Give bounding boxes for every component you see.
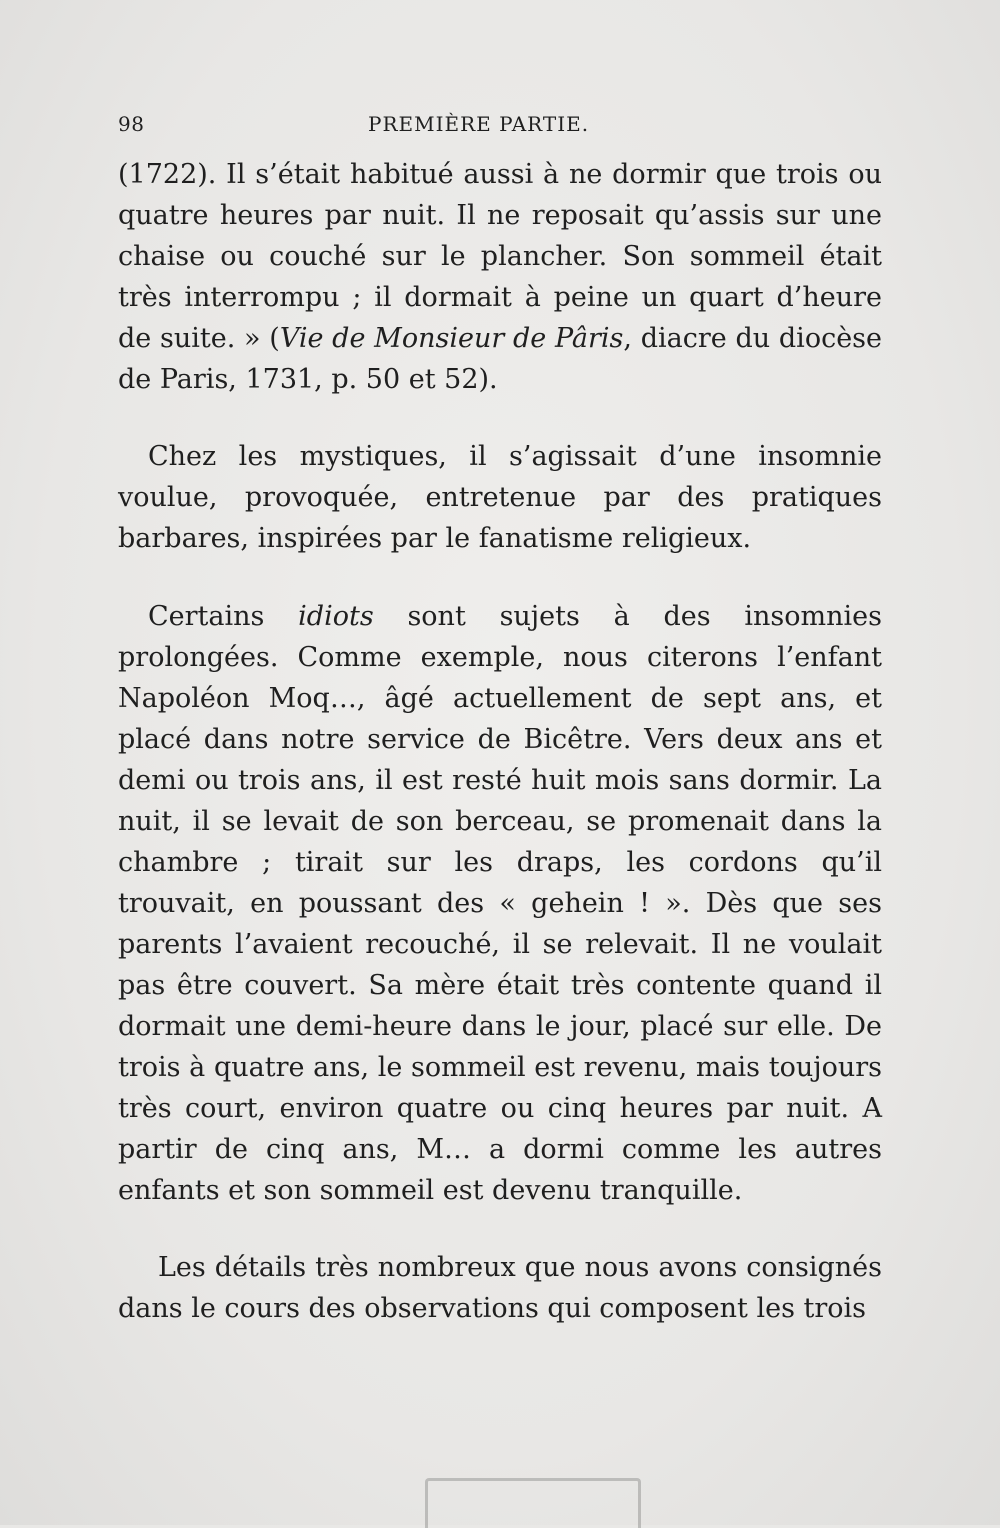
running-head: PREMIÈRE PARTIE. <box>368 112 590 136</box>
paragraph-2: Chez les mystiques, il s’agissait d’une insomnie voulue, provoquée, entretenue par des pratiques barbares, inspirées par le fanatisme religieux. <box>118 441 882 554</box>
paragraph-1-text-b: , diacre du diocèse de Paris, 1731, p. 50 et 52). <box>118 323 883 395</box>
library-stamp-mark <box>425 1478 641 1528</box>
paragraph-1 <box>118 154 882 400</box>
page-header <box>118 112 880 142</box>
page-number: 98 <box>118 112 145 136</box>
paragraph-1-text-a: (1722). Il s’était habitué aussi à ne dormir que trois ou quatre heures par nuit. Il ne reposait qu’assis sur une chaise ou couché sur le plancher. Son sommeil était très interrompu ; il dormait à peine un quart d’heure de suite. » ( <box>118 159 882 354</box>
paragraph-3-italic-word: idiots <box>298 601 374 632</box>
paragraph-3-text-b: sont sujets à des insomnies prolongées. Comme exemple, nous citerons l’enfant Napoléon Moq…, âgé actuellement de sept ans, et placé dans notre service de Bicêtre. Vers deux ans et demi ou trois ans, il est resté huit mois sans dormir. La nuit, il se levait de son berceau, se promenait dans la chambre ; tirait sur les draps, les cordons qu’il trouvait, en poussant des « gehein ! ». Dès que ses parents l’avaient recouché, il se relevait. Il ne voulait pas être couvert. Sa mère était très contente quand il dormait une demi-heure dans le jour, placé sur elle. De trois à quatre ans, le sommeil est revenu, mais toujours très court, environ quatre ou cinq heures par nuit. A partir de cinq ans, M… a dormi comme les autres enfants et son sommeil est devenu tranquille. <box>118 601 882 1206</box>
paragraph-4: Les détails très nombreux que nous avons consignés dans le cours des observations qui composent les trois <box>118 1252 882 1324</box>
paragraph-3-text-a: Certains <box>148 601 299 632</box>
paragraph-1-italic-title: Vie de Monsieur de Pâris <box>279 323 624 354</box>
paragraph-3 <box>118 596 882 1211</box>
